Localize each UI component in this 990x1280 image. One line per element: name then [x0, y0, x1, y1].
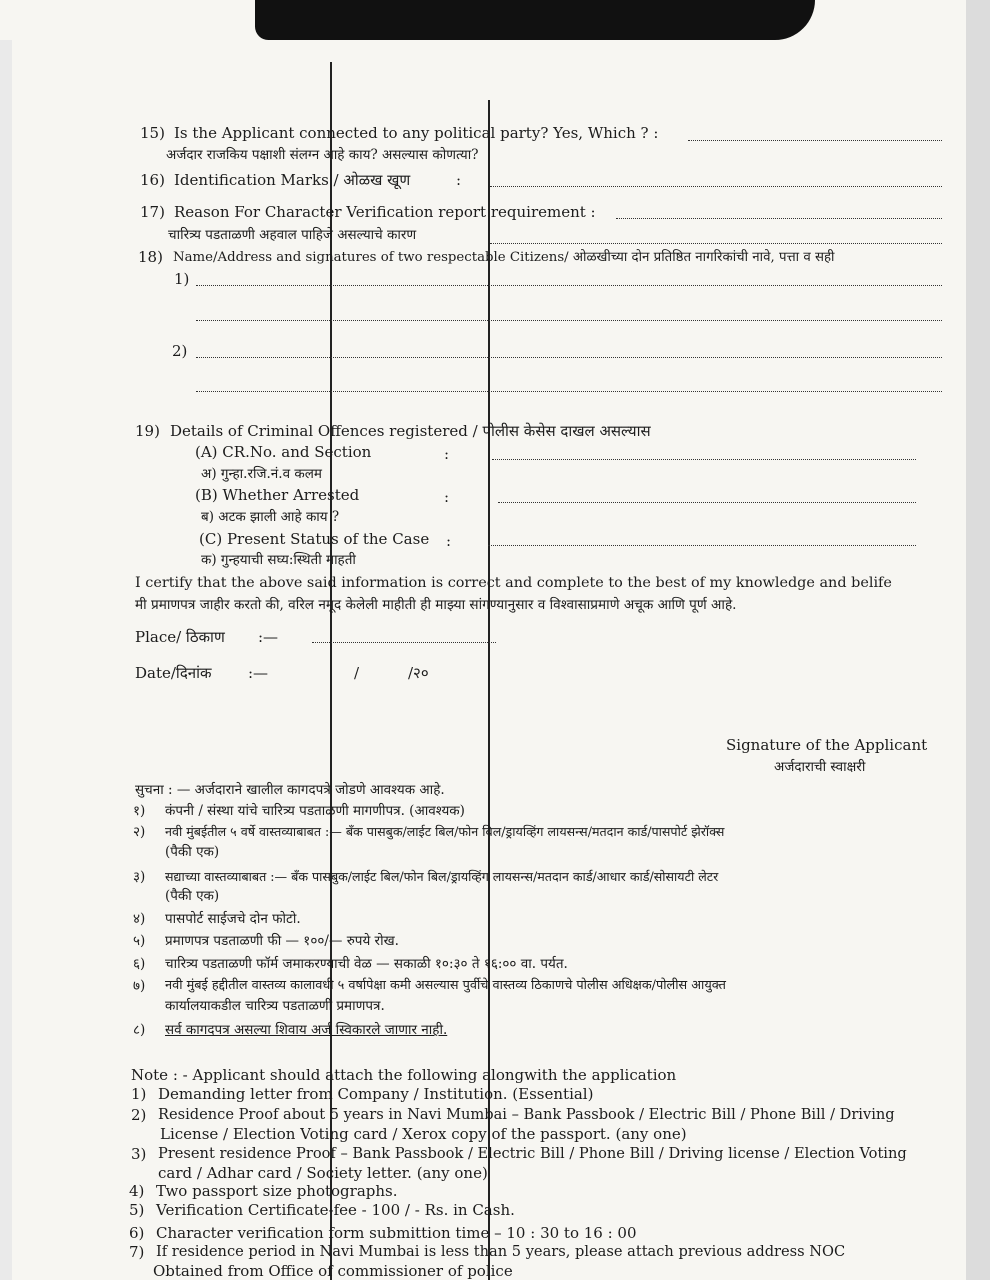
suchana-item-number: २) [133, 824, 146, 840]
q15-question-marathi: अर्जदार राजकिय पक्षाशी संलग्न आहे काय? असल्यास कोणत्या? [166, 147, 479, 163]
applicant-signature-marathi: अर्जदाराची स्वाक्षरी [774, 759, 866, 775]
q19-c-marathi: क) गुन्हयाची सघ्य:स्थिती माहती [201, 552, 356, 568]
note-item-text: Character verification form submittion time – 10 : 30 to 16 : 00 [156, 1224, 637, 1242]
note-item-number: 6) [129, 1224, 145, 1242]
q19-label: Details of Criminal Offences registered / पोलीस केसेस दाखल असल्यास [170, 422, 651, 440]
suchana-item-number: ७) [133, 978, 146, 994]
suchana-title: सुचना : — अर्जदाराने खालील कागदपत्रे जोडणे आवश्यक आहे. [135, 782, 445, 798]
q18-citizen-1-line-2[interactable] [196, 320, 942, 321]
q19-b-marathi: ब) अटक झाली आहे काय ? [201, 509, 340, 525]
date-slash-1: / [354, 664, 360, 682]
certify-statement-marathi: मी प्रमाणपत्र जाहीर करतो की, वरिल नमूद केलेली माहीती ही माझ्या सांगण्यानुसार व विश्वासाप्रमाणे अचूक आणि पूर्ण आहे. [135, 597, 737, 613]
suchana-item-number: १) [133, 803, 146, 819]
q18-number: 18) [138, 248, 163, 266]
note-item-text: Verification Certificate-fee - 100 / - Rs. in Cash. [156, 1201, 515, 1219]
q15-number: 15) [140, 124, 165, 142]
q19-a-colon: : [444, 445, 450, 463]
suchana-item-text: चारित्र्य पडताळणी फॉर्म जमाकरण्याची वेळ — सकाळी १०:३० ते १६:०० वा. पर्यत. [165, 956, 568, 972]
note-item-text: If residence period in Navi Mumbai is less than 5 years, please attach previous address NOC [156, 1243, 846, 1260]
q19-b-label: (B) Whether Arrested [195, 486, 360, 504]
place-field[interactable] [312, 642, 496, 643]
place-label: Place/ ठिकाण [135, 628, 225, 646]
note-item-text-cont: card / Adhar card / Society letter. (any one) [158, 1164, 488, 1182]
date-label: Date/दिनांक [135, 664, 212, 682]
q19-number: 19) [135, 422, 160, 440]
q15-answer-field[interactable] [688, 140, 942, 141]
suchana-item-text-cont: कार्यालयाकडील चारित्र्य पडताळणी प्रमाणपत्र. [165, 998, 385, 1014]
q19-b-field[interactable] [498, 502, 916, 503]
date-slash-year: /२० [408, 664, 429, 682]
note-item-text: Two passport size photographs. [156, 1182, 398, 1200]
suchana-item-text-cont: (पैकी एक) [165, 844, 220, 860]
note-item-text: Residence Proof about 5 years in Navi Mumbai – Bank Passbook / Electric Bill / Phone Bill / Driving [158, 1106, 895, 1123]
note-item-text: Present residence Proof – Bank Passbook / Electric Bill / Phone Bill / Driving license / Election Voting [158, 1145, 907, 1162]
note-item-number: 1) [131, 1085, 147, 1103]
q17-question: Reason For Character Verification report requirement : [174, 203, 596, 221]
note-item-number: 5) [129, 1201, 145, 1219]
note-item-text: Demanding letter from Company / Institution. (Essential) [158, 1085, 594, 1103]
date-separator: :— [248, 664, 269, 682]
q19-a-label: (A) CR.No. and Section [195, 443, 372, 461]
suchana-item-number: ४) [133, 911, 146, 927]
scan-shadow [255, 0, 815, 40]
note-item-text-cont: Obtained from Office of commissioner of police [153, 1262, 513, 1280]
q17-number: 17) [140, 203, 165, 221]
q16-answer-field[interactable] [490, 186, 942, 187]
q18-citizen-1-line-1[interactable] [196, 285, 942, 286]
q18-label: Name/Address and signatures of two respectable Citizens/ ओळखीच्या दोन प्रतिष्ठित नागरिकांची नावे, पत्ता व सही [173, 250, 835, 265]
q17-question-marathi: चारित्र्य पडताळणी अहवाल पाहिजे असल्याचे कारण [168, 227, 417, 243]
place-separator: :— [258, 628, 279, 646]
suchana-item-text: सद्याच्या वास्तव्याबाबत :— बँक पासबुक/लाईट बिल/फोन बिल/ड्रायव्हिंग लायसन्स/मतदान कार्ड/आधार कार्ड/सोसायटी लेटर [165, 869, 719, 884]
q18-item-1: 1) [174, 270, 190, 288]
q19-c-colon: : [446, 532, 452, 550]
suchana-item-text-cont: (पैकी एक) [165, 888, 220, 904]
q17-answer-field-2[interactable] [490, 243, 942, 244]
suchana-item-number: ६) [133, 956, 146, 972]
q19-b-colon: : [444, 488, 450, 506]
applicant-signature-label: Signature of the Applicant [726, 736, 928, 754]
suchana-item-text: नवी मुंबई हद्दीतील वास्तव्य कालावधी ५ वर्षापेक्षा कमी असल्यास पुर्वीचे वास्तव्य ठिकाणचे पोलीस अधिक्षक/पोलीस आयुक्त [165, 978, 726, 993]
suchana-item-text: प्रमाणपत्र पडताळणी फी — १००/— रुपये रोख. [165, 933, 399, 949]
note-item-number: 3) [131, 1145, 147, 1163]
suchana-item-text: सर्व कागदपत्र असल्या शिवाय अर्ज स्विकारले जाणार नाही. [165, 1022, 448, 1038]
q19-c-label: (C) Present Status of the Case [199, 530, 430, 548]
note-item-number: 2) [131, 1106, 147, 1124]
suchana-item-number: ३) [133, 869, 146, 885]
q17-answer-field[interactable] [616, 218, 942, 219]
suchana-item-text: पासपोर्ट साईजचे दोन फोटो. [165, 911, 301, 927]
q16-colon: : [456, 171, 462, 189]
fold-line-right [488, 100, 490, 1280]
q19-a-field[interactable] [492, 459, 916, 460]
q16-label: Identification Marks / ओळख खूण [174, 171, 411, 189]
certify-statement: I certify that the above said information is correct and complete to the best of my knowledge and belife [135, 575, 892, 591]
q16-number: 16) [140, 171, 165, 189]
suchana-item-number: ८) [133, 1022, 146, 1038]
note-item-text-cont: License / Election Voting card / Xerox copy of the passport. (any one) [160, 1125, 687, 1143]
q15-question: Is the Applicant connected to any political party? Yes, Which ? : [174, 124, 659, 142]
note-item-number: 4) [129, 1182, 145, 1200]
note-item-number: 7) [129, 1243, 145, 1261]
q19-a-marathi: अ) गुन्हा.रजि.नं.व कलम [201, 466, 322, 482]
scan-edge-right [966, 0, 990, 1280]
q18-citizen-2-line-2[interactable] [196, 391, 942, 392]
note-title: Note : - Applicant should attach the following alongwith the application [131, 1066, 677, 1084]
suchana-item-text: नवी मुंबईतील ५ वर्षे वास्तव्याबाबत :— बँक पासबुक/लाईट बिल/फोन बिल/ड्रायव्हिंग लायसन्स/मतदान कार्ड/पासपोर्ट झेरॉक्स [165, 824, 725, 839]
scan-edge-left [0, 40, 12, 1280]
suchana-item-text: कंपनी / संस्था यांचे चारित्र्य पडताळणी मागणीपत्र. (आवश्यक) [165, 803, 465, 819]
q18-citizen-2-line-1[interactable] [196, 357, 942, 358]
suchana-item-number: ५) [133, 933, 146, 949]
q18-item-2: 2) [172, 342, 188, 360]
q19-c-field[interactable] [488, 545, 916, 546]
